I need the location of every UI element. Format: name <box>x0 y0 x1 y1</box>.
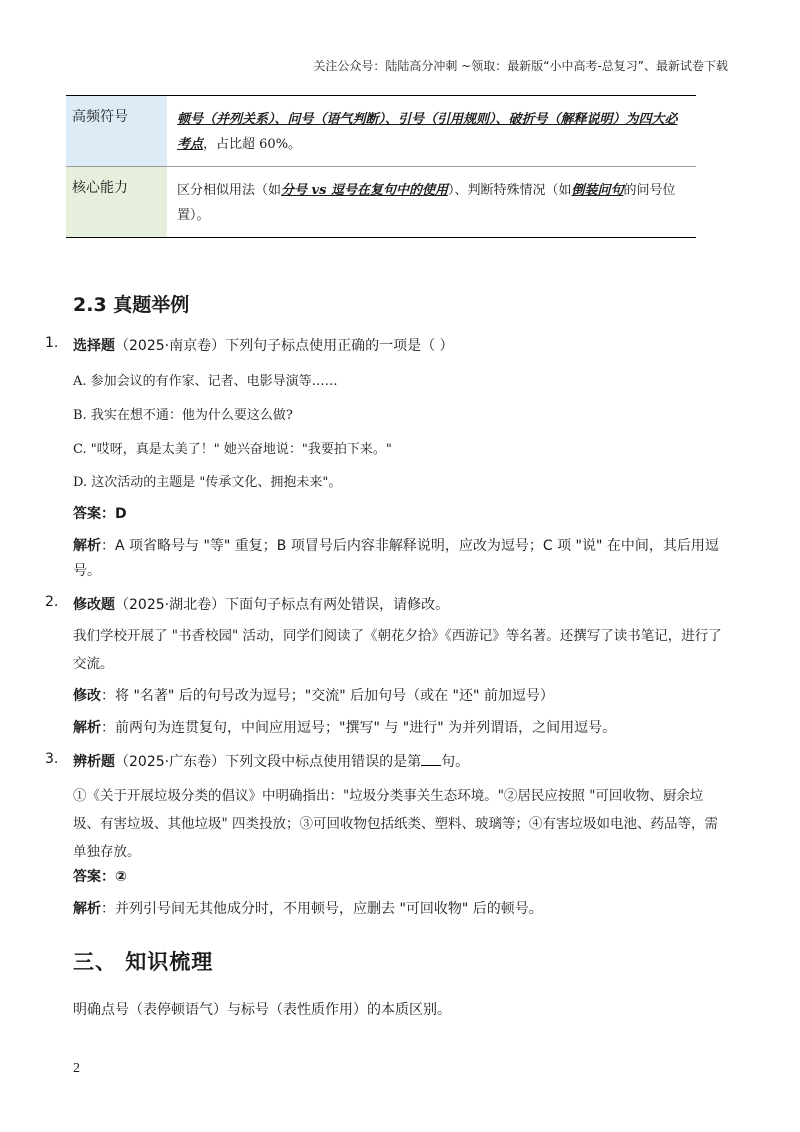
correction-label: 修改 <box>73 688 101 704</box>
table-row <box>66 166 696 237</box>
question-text: 下列句子标点使用正确的一项是（ ） <box>225 338 454 354</box>
row-content <box>167 167 696 237</box>
option-d: D. 这次活动的主题是 "传承文化、拥抱未来"。 <box>73 475 342 490</box>
question-stem <box>73 751 469 771</box>
explanation-text: ：前两句为连贯复句，中间应用逗号；"撰写" 与 "进行" 为并列谓语，之间用逗号。 <box>101 720 617 736</box>
explanation-label: 解析 <box>73 538 101 554</box>
question-type: 辨析题 <box>73 754 115 770</box>
question-number: 1. <box>45 335 59 351</box>
question-text-end: 句。 <box>441 754 470 770</box>
question-text: 下面句子标点有两处错误，请修改。 <box>225 597 450 613</box>
question-source: （2025·湖北卷） <box>115 597 226 613</box>
emphasis-text: 分号 vs 逗号在复句中的使用 <box>281 183 448 198</box>
question-stem <box>73 594 449 614</box>
plain-text: ，占比超 60%。 <box>203 137 302 152</box>
question-source: （2025·广东卷） <box>115 754 226 770</box>
emphasis-text: 倒装问句 <box>571 183 624 198</box>
plain-text: 区分相似用法（如 <box>177 183 282 198</box>
row-label: 核心能力 <box>66 167 167 237</box>
explanation <box>73 716 733 741</box>
explanation-label: 解析 <box>73 901 101 917</box>
section-heading: 2.3 真题举例 <box>73 294 190 316</box>
answer-blank <box>421 765 441 766</box>
explanation-text: ：A 项省略号与 "等" 重复；B 项冒号后内容非解释说明，应改为逗号；C 项 "说" 在中间，其后用逗号。 <box>73 538 719 579</box>
closing-text: 明确点号（表停顿语气）与标号（表性质作用）的本质区别。 <box>73 1002 451 1018</box>
page-header: 关注公众号：陆陆高分冲刺 ~领取：最新版“小中高考-总复习”、最新试卷下载 <box>313 59 728 73</box>
answer: 答案：D <box>73 506 127 522</box>
chapter-heading: 三、 知识梳理 <box>73 950 214 974</box>
question-number: 2. <box>45 594 59 610</box>
question-number: 3. <box>45 751 59 767</box>
option-a: A. 参加会议的有作家、记者、电影导演等…… <box>73 374 338 389</box>
explanation-label: 解析 <box>73 720 101 736</box>
option-c: C. "哎呀，真是太美了！" 她兴奋地说："我要拍下来。" <box>73 442 392 457</box>
page-number: 2 <box>73 1061 80 1076</box>
question-text: 下列文段中标点使用错误的是第 <box>225 754 422 770</box>
table-row <box>66 96 696 166</box>
summary-table <box>66 95 696 238</box>
passage: 我们学校开展了 "书香校园" 活动，同学们阅读了《朝花夕拾》《西游记》等名著。还撰写了读书笔记，进行了交流。 <box>73 628 722 672</box>
plain-text: ）、判断特殊情况（如 <box>447 183 572 198</box>
answer: 答案：② <box>73 869 127 885</box>
emphasis-text: 顿号（并列关系）、问号（语气判断）、引号（引用规则）、破折号（解释说明）为四大必考点 <box>177 112 678 152</box>
correction <box>73 684 733 709</box>
passage: ①《关于开展垃圾分类的倡议》中明确指出："垃圾分类事关生态环境。"②居民应按照 "可回收物、厨余垃圾、有害垃圾、其他垃圾" 四类投放；③可回收物包括纸类、塑料、玻璃等；④有害垃圾如电池、药品等，需单独存放。 <box>73 788 718 860</box>
explanation <box>73 897 733 922</box>
row-content <box>167 96 696 166</box>
option-b: B. 我实在想不通：他为什么要这么做? <box>73 408 293 423</box>
explanation <box>73 534 723 584</box>
question-stem <box>73 335 454 355</box>
question-type: 选择题 <box>73 338 115 354</box>
plain-text: 的问号位置）。 <box>177 183 676 223</box>
row-label: 高频符号 <box>66 96 167 166</box>
question-type: 修改题 <box>73 597 115 613</box>
explanation-text: ：并列引号间无其他成分时，不用顿号，应删去 "可回收物" 后的顿号。 <box>101 901 543 917</box>
question-source: （2025·南京卷） <box>115 338 226 354</box>
correction-text: ：将 "名著" 后的句号改为逗号；"交流" 后加句号（或在 "还" 前加逗号） <box>101 688 554 704</box>
